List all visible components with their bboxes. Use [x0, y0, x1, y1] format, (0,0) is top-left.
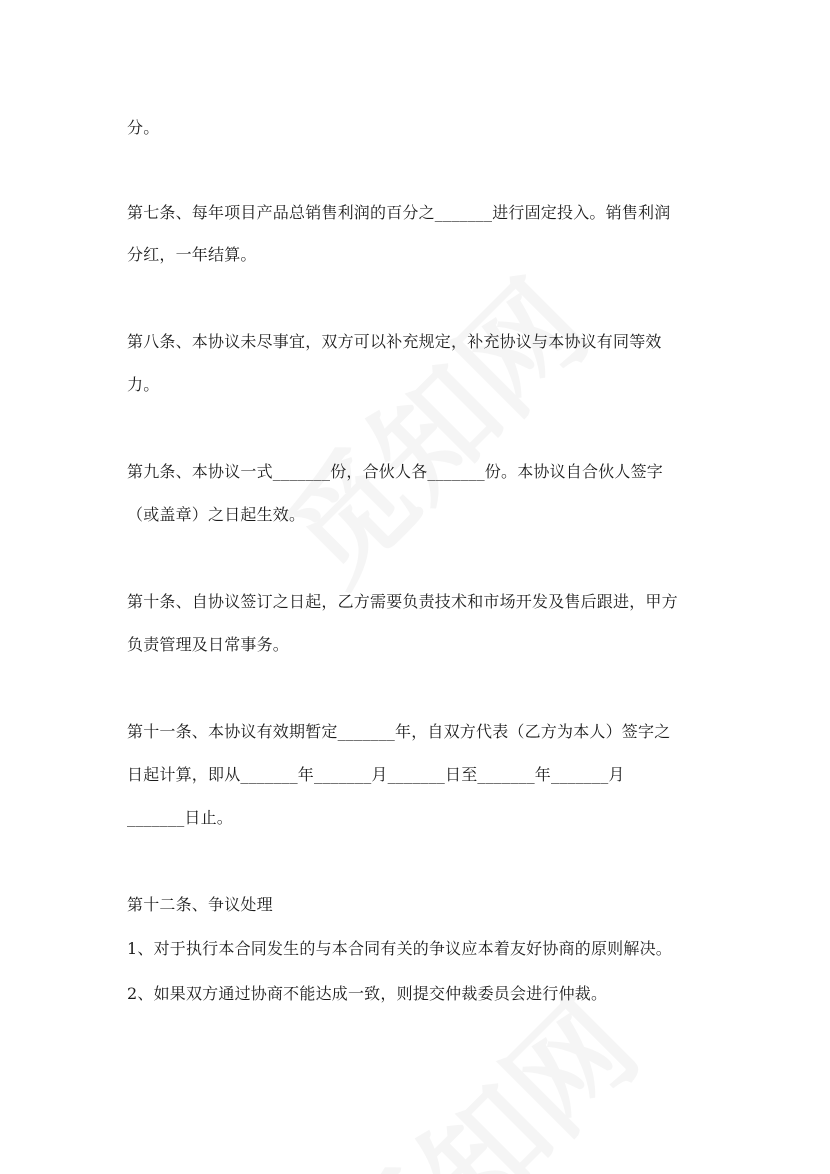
text-line-1: 分。	[127, 118, 160, 137]
article-9-line-2: （或盖章）之日起生效。	[127, 505, 306, 524]
article-12-item-1: 1、对于执行本合同发生的与本合同有关的争议应本着友好协商的原则解决。	[127, 939, 672, 958]
article-12-item-2: 2、如果双方通过协商不能达成一致，则提交仲裁委员会进行仲裁。	[127, 984, 608, 1003]
article-8-line-2: 力。	[127, 375, 160, 394]
article-8-line-1: 第八条、本协议未尽事宜，双方可以补充规定，补充协议与本协议有同等效	[127, 332, 662, 351]
article-10-line-2: 负责管理及日常事务。	[127, 635, 290, 654]
watermark-text	[242, 238, 618, 614]
article-11-line-2: 日起计算，即从_______年_______月_______日至_______年_______月	[127, 765, 625, 784]
article-11-line-3: _______日止。	[127, 808, 234, 827]
article-11-line-1: 第十一条、本协议有效期暂定_______年，自双方代表（乙方为本人）签字之	[127, 722, 671, 741]
article-10-line-1: 第十条、自协议签订之日起，乙方需要负责技术和市场开发及售后跟进，甲方	[127, 592, 678, 611]
article-12-heading: 第十二条、争议处理	[127, 895, 273, 914]
article-7-line-1: 第七条、每年项目产品总销售利润的百分之_______进行固定投入。销售利润	[127, 203, 671, 222]
article-9-line-1: 第九条、本协议一式_______份，合伙人各_______份。本协议自合伙人签字	[127, 462, 664, 481]
article-7-line-2: 分红，一年结算。	[127, 245, 257, 264]
